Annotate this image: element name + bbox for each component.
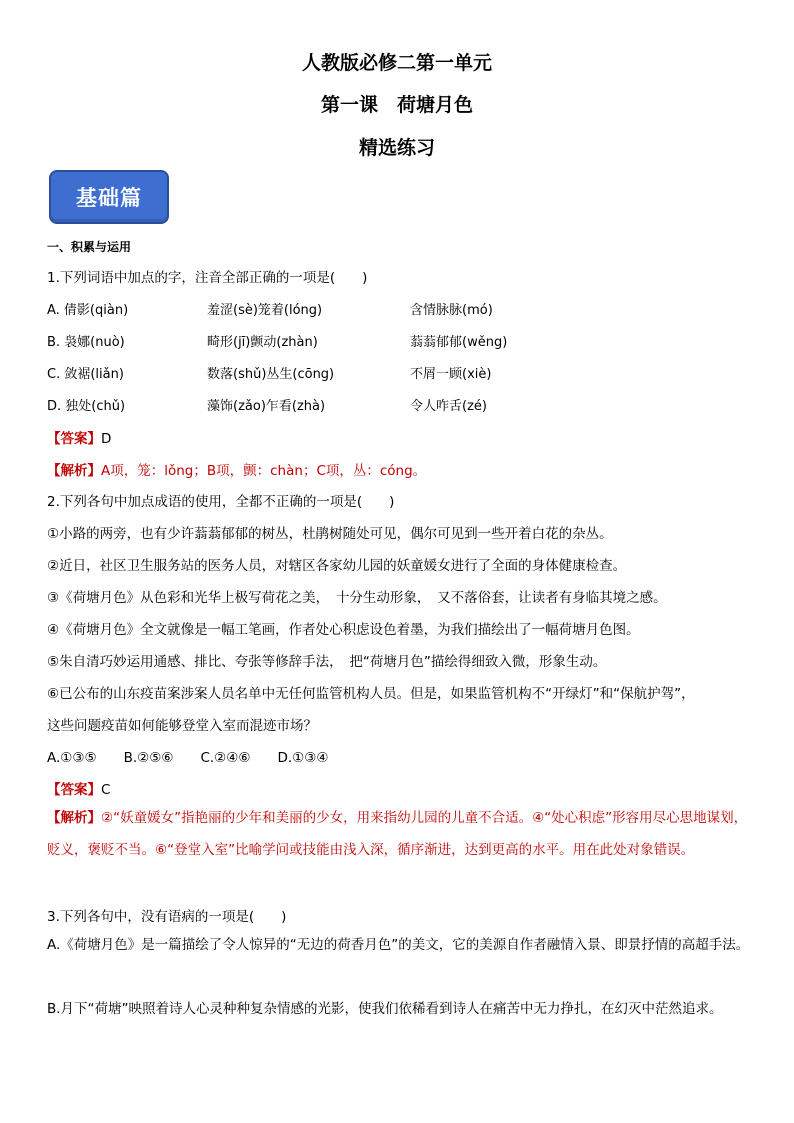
explanation-label: 【解析】 bbox=[47, 810, 101, 826]
question-2-stem: 2.下列各句中加点成语的使用，全都不正确的一项是( ) bbox=[47, 494, 395, 510]
q2-sentence-6-continued: 这些问题疫苗如何能够登堂入室而混迹市场？ bbox=[47, 718, 317, 734]
question-1-stem: 1.下列词语中加点的字，注音全部正确的一项是( ) bbox=[47, 270, 368, 286]
section-heading: 一、积累与运用 bbox=[47, 240, 132, 254]
explanation-text: ②“妖童媛女”指艳丽的少年和美丽的少女，用来指幼儿园的儿童不合适。④“处心积虑”形容用尽心思地谋划，贬义，褒贬不当。⑥“登堂入室”比喻学问或技能由浅入深，循序渐进，达到更高的水平。用在此处对象错误。 bbox=[47, 810, 748, 858]
q1-option-d-1: D. 独处(chǔ) bbox=[47, 399, 126, 414]
answer-value: D bbox=[101, 431, 112, 447]
q2-explanation bbox=[47, 802, 752, 866]
document-title: 人教版必修二第一单元 bbox=[301, 52, 492, 74]
lesson-title: 第一课 荷塘月色 bbox=[320, 94, 473, 116]
q1-option-d-3: 令人咋舌(zé) bbox=[410, 399, 487, 414]
q1-option-b-2: 畸形(jī)颤动(zhàn) bbox=[207, 335, 318, 350]
q1-answer bbox=[47, 427, 111, 447]
q1-option-c-3: 不屑一顾(xiè) bbox=[410, 367, 492, 382]
answer-label: 【答案】 bbox=[47, 431, 101, 447]
explanation-text: A项，笼：lǒng；B项，颤：chàn；C项，丛：cóng。 bbox=[101, 463, 427, 479]
answer-label: 【答案】 bbox=[47, 782, 101, 798]
q1-option-c-1: C. 敛裾(liǎn) bbox=[47, 367, 124, 382]
q2-sentence-2: ②近日，社区卫生服务站的医务人员，对辖区各家幼儿园的妖童媛女进行了全面的身体健康检查。 bbox=[47, 558, 627, 574]
q3-option-b: B.月下“荷塘”映照着诗人心灵种种复杂情感的光影，使我们依稀看到诗人在痛苦中无力挣扎，在幻灭中茫然追求。 bbox=[47, 1001, 723, 1017]
q2-sentence-3: ③《荷塘月色》从色彩和光华上极写荷花之美， 十分生动形象， 又不落俗套，让读者有身临其境之感。 bbox=[47, 590, 667, 606]
q1-option-c-2: 数落(shǔ)丛生(cōng) bbox=[207, 367, 335, 382]
q1-option-b-1: B. 袅娜(nuò) bbox=[47, 335, 125, 350]
document-subtitle: 精选练习 bbox=[358, 137, 435, 159]
q2-answer bbox=[47, 778, 110, 798]
q2-choices: A.①③⑤ B.②⑤⑥ C.②④⑥ D.①③④ bbox=[47, 750, 329, 766]
answer-value: C bbox=[101, 782, 111, 798]
q2-sentence-5: ⑤朱自清巧妙运用通感、排比、夸张等修辞手法， 把“荷塘月色”描绘得细致入微，形象生动。 bbox=[47, 654, 607, 670]
question-3-stem: 3.下列各句中，没有语病的一项是( ) bbox=[47, 909, 287, 925]
q2-sentence-1: ①小路的两旁，也有少许蓊蓊郁郁的树丛，杜鹃树随处可见，偶尔可见到一些开着白花的杂丛。 bbox=[47, 526, 613, 542]
q1-option-a-1: A. 倩影(qiàn) bbox=[47, 303, 129, 318]
q2-sentence-6: ⑥已公布的山东疫苗案涉案人员名单中无任何监管机构人员。但是，如果监管机构不“开绿灯”和“保航护驾”， bbox=[47, 686, 695, 702]
explanation-label: 【解析】 bbox=[47, 463, 101, 479]
q1-option-b-3: 蓊蓊郁郁(wěng) bbox=[410, 335, 508, 350]
section-badge: 基础篇 bbox=[49, 170, 169, 224]
q2-sentence-4: ④《荷塘月色》全文就像是一幅工笔画，作者处心积虑设色着墨，为我们描绘出了一幅荷塘月色图。 bbox=[47, 622, 640, 638]
q3-option-a: A.《荷塘月色》是一篇描绘了令人惊异的“无边的荷香月色”的美文，它的美源自作者融情入景、即景抒情的高超手法。 bbox=[47, 937, 750, 953]
q1-option-a-2: 羞涩(sè)笼着(lóng) bbox=[207, 303, 323, 318]
q1-option-a-3: 含情脉脉(mó) bbox=[410, 303, 493, 318]
q1-explanation bbox=[47, 459, 426, 479]
q1-option-d-2: 藻饰(zǎo)乍看(zhà) bbox=[207, 399, 326, 414]
